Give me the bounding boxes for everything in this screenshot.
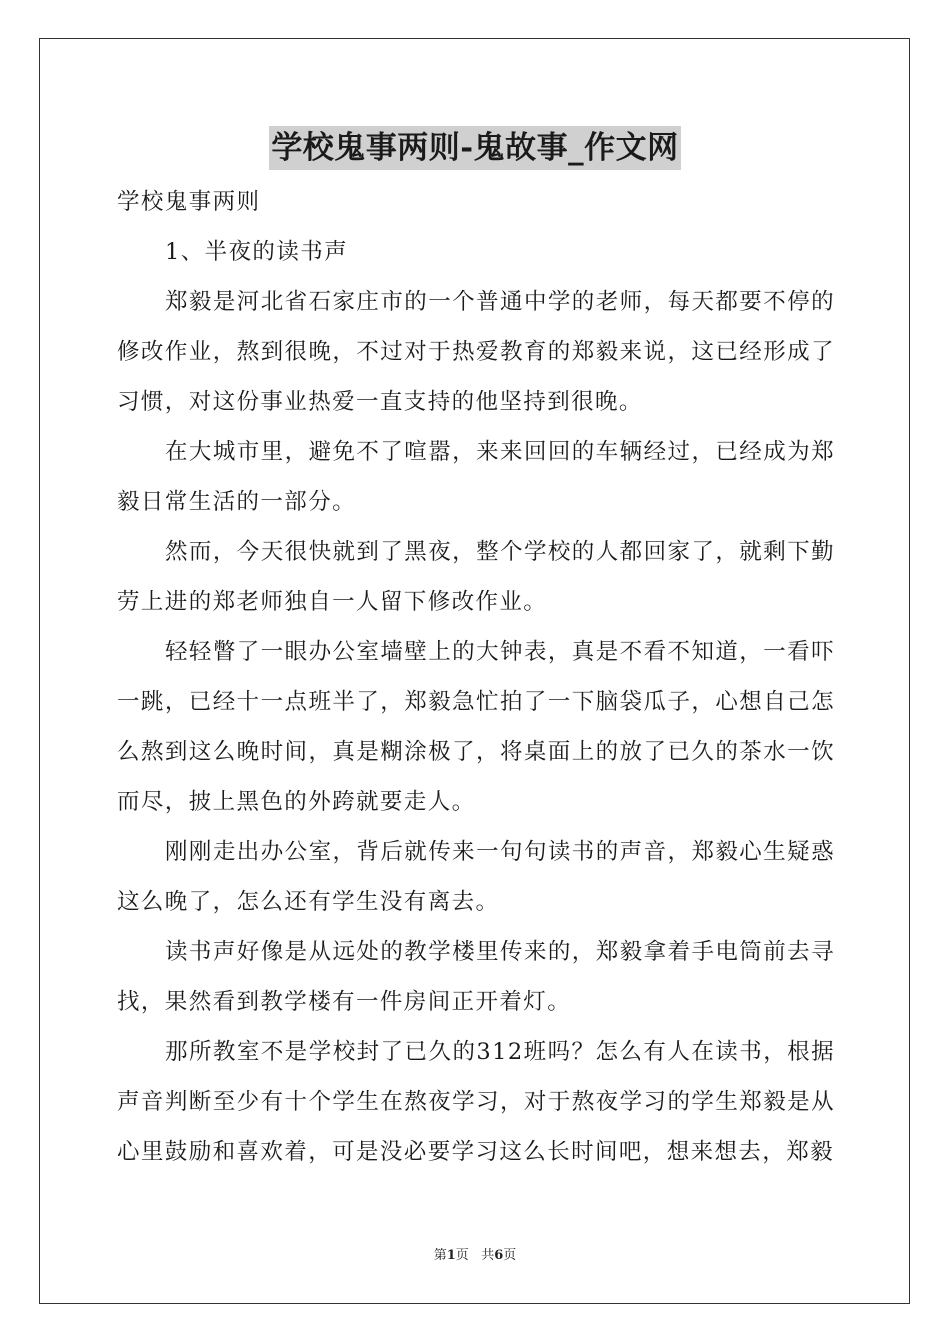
page-number: 1	[446, 1248, 456, 1263]
paragraph-6: 读书声好像是从远处的教学楼里传来的，郑毅拿着手电筒前去寻找，果然看到教学楼有一件房间正开着灯。	[117, 939, 835, 1015]
page-footer	[0, 1244, 950, 1263]
paragraph-2: 在大城市里，避免不了喧嚣，来来回回的车辆经过，已经成为郑毅日常生活的一部分。	[117, 439, 835, 515]
section-heading: 1、半夜的读书声	[165, 239, 349, 265]
total-pages: 6	[494, 1248, 504, 1263]
total-label-prefix: 共	[481, 1248, 495, 1263]
document-title	[0, 126, 950, 170]
paragraph-4: 轻轻瞥了一眼办公室墙壁上的大钟表，真是不看不知道，一看吓一跳，已经十一点班半了，郑毅急忙拍了一下脑袋瓜子，心想自己怎么熬到这么晚时间，真是糊涂极了，将桌面上的放了已久的茶水一饮而尽，披上黑色的外跨就要走人。	[117, 639, 835, 815]
total-label-suffix: 页	[503, 1248, 517, 1263]
paragraph-1: 郑毅是河北省石家庄市的一个普通中学的老师，每天都要不停的修改作业，熬到很晚，不过对于热爱教育的郑毅来说，这已经形成了习惯，对这份事业热爱一直支持的他坚持到很晚。	[117, 289, 835, 415]
paragraph-7: 那所教室不是学校封了已久的312班吗？怎么有人在读书，根据声音判断至少有十个学生在熬夜学习，对于熬夜学习的学生郑毅是从心里鼓励和喜欢着，可是没必要学习这么长时间吧，想来想去，郑毅	[117, 1039, 835, 1165]
paragraph-3: 然而，今天很快就到了黑夜，整个学校的人都回家了，就剩下勤劳上进的郑老师独自一人留下修改作业。	[117, 539, 835, 615]
page-label-suffix: 页	[455, 1248, 469, 1263]
document-title-text: 学校鬼事两则-鬼故事_作文网	[269, 126, 680, 170]
document-subtitle: 学校鬼事两则	[117, 189, 261, 215]
paragraph-5: 刚刚走出办公室，背后就传来一句句读书的声音，郑毅心生疑惑这么晚了，怎么还有学生没有离去。	[117, 839, 835, 915]
page-label-prefix: 第	[433, 1248, 447, 1263]
document-body	[117, 177, 835, 1177]
